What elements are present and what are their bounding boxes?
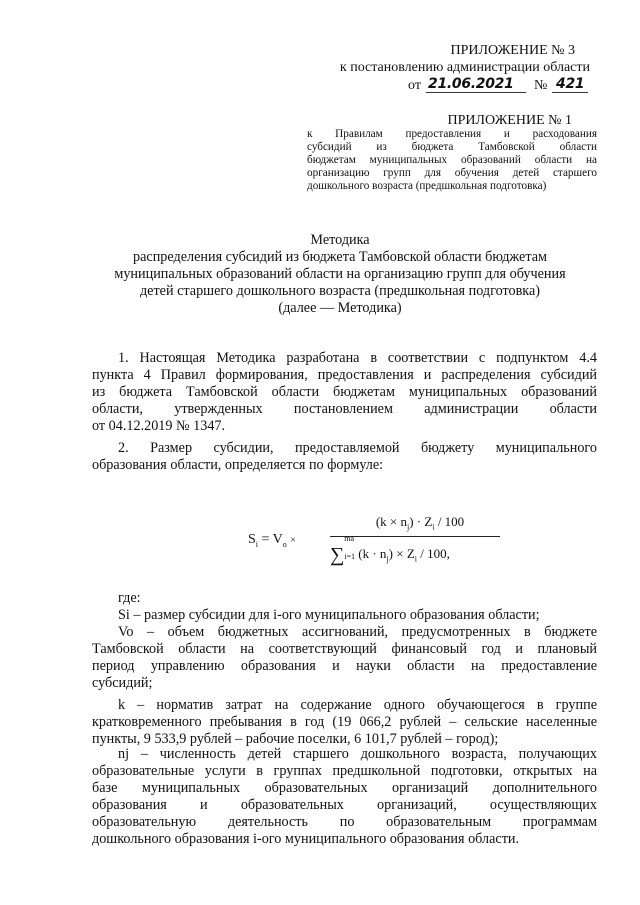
definition-line: образования и образовательных организаций, осуществляющих bbox=[92, 797, 597, 814]
paragraph-1 bbox=[92, 350, 597, 435]
definition-nj bbox=[92, 746, 597, 849]
definition-line: дошкольного образования i-ого муниципального образования области. bbox=[92, 831, 520, 848]
definition-line: базе муниципальных образовательных организаций дополнительного bbox=[92, 780, 597, 797]
title-line: детей старшего дошкольного возраста (предшкольная подготовка) bbox=[139, 283, 541, 299]
appendix-1-reference bbox=[307, 128, 597, 193]
document-title bbox=[60, 232, 620, 317]
number-sign: № bbox=[534, 78, 548, 93]
paragraph-line: пункта 4 Правил формирования, предоставления и распределения субсидий bbox=[92, 367, 597, 384]
ref-line: организацию групп для обучения детей старшего bbox=[307, 167, 597, 179]
ref-line: субсидий из бюджета Тамбовской области bbox=[307, 141, 597, 153]
number-underline bbox=[552, 92, 588, 93]
appendix-3-reference: к постановлению администрации области bbox=[339, 60, 590, 75]
definition-si: Si – размер субсидии для i-ого муниципального образования области; bbox=[118, 607, 540, 623]
title-line: распределения субсидий из бюджета Тамбовской области бюджетам bbox=[133, 249, 547, 265]
ref-line: к Правилам предоставления и расходования bbox=[307, 128, 597, 140]
paragraph-line: от 04.12.2019 № 1347. bbox=[92, 418, 226, 435]
definition-line: пункты, 9 533,9 рублей – рабочие поселки, 6 101,7 рублей – город); bbox=[92, 731, 499, 748]
ref-line: бюджетам муниципальных образований области на bbox=[307, 154, 597, 166]
definition-vo bbox=[92, 624, 597, 692]
date-number-line bbox=[408, 76, 588, 96]
formula-denominator: ∑ ma i=1 $(k \cdot n_j) \times Z_i / 100$, bbox=[330, 534, 450, 566]
definition-line: субсидий; bbox=[92, 675, 153, 692]
paragraph-line: из бюджета Тамбовской области бюджетам муниципальных образований bbox=[92, 384, 597, 401]
definition-line: k – норматив затрат на содержание одного обучающегося в группе bbox=[118, 697, 597, 713]
handwritten-number: 421 bbox=[556, 76, 585, 92]
paragraph-line: образования области, определяется по формуле: bbox=[92, 457, 384, 474]
subsidy-formula bbox=[244, 510, 504, 580]
handwritten-date: 21.06.2021 bbox=[428, 76, 514, 92]
appendix-1-title: ПРИЛОЖЕНИЕ № 1 bbox=[447, 113, 572, 128]
where-label: где: bbox=[118, 590, 141, 606]
formula-lhs: $S_i = V_o$ × bbox=[248, 532, 296, 549]
definition-line: образовательные услуги в группах предшкольной подготовки, открытых на bbox=[92, 763, 597, 780]
definition-line: кратковременного пребывания в год (19 066,2 рублей – сельские населенные bbox=[92, 714, 597, 731]
title-line: (далее — Методика) bbox=[278, 300, 402, 316]
ref-line: дошкольного возраста (предшкольная подготовка) bbox=[307, 180, 547, 192]
paragraph-line: области, утвержденных постановлением администрации области bbox=[92, 401, 597, 418]
paragraph-line: 1. Настоящая Методика разработана в соответствии с подпунктом 4.4 bbox=[118, 350, 597, 366]
appendix-3-title: ПРИЛОЖЕНИЕ № 3 bbox=[450, 43, 575, 58]
definition-line: образовательную деятельность по образовательным программам bbox=[92, 814, 597, 831]
title-line: муниципальных образований области на организацию групп для обучения bbox=[114, 266, 566, 282]
formula-numerator: $(k \times n_j) \cdot Z_i / 100$ bbox=[375, 514, 465, 532]
paragraph-line: 2. Размер субсидии, предоставляемой бюджету муниципального bbox=[118, 440, 597, 456]
paragraph-2 bbox=[92, 440, 597, 474]
definition-line: Vo – объем бюджетных ассигнований, предусмотренных в бюджете bbox=[118, 624, 597, 640]
date-underline bbox=[426, 92, 526, 93]
date-prefix: от bbox=[408, 78, 421, 93]
definition-line: период управлению образования и науки области на предоставление bbox=[92, 658, 597, 675]
fraction-bar bbox=[330, 536, 500, 537]
definition-line: nj – численность детей старшего дошкольного возраста, получающих bbox=[118, 746, 597, 762]
title-line: Методика bbox=[310, 232, 370, 248]
definition-k bbox=[92, 697, 597, 748]
definition-line: Тамбовской области на соответствующий финансовый год и плановый bbox=[92, 641, 597, 658]
